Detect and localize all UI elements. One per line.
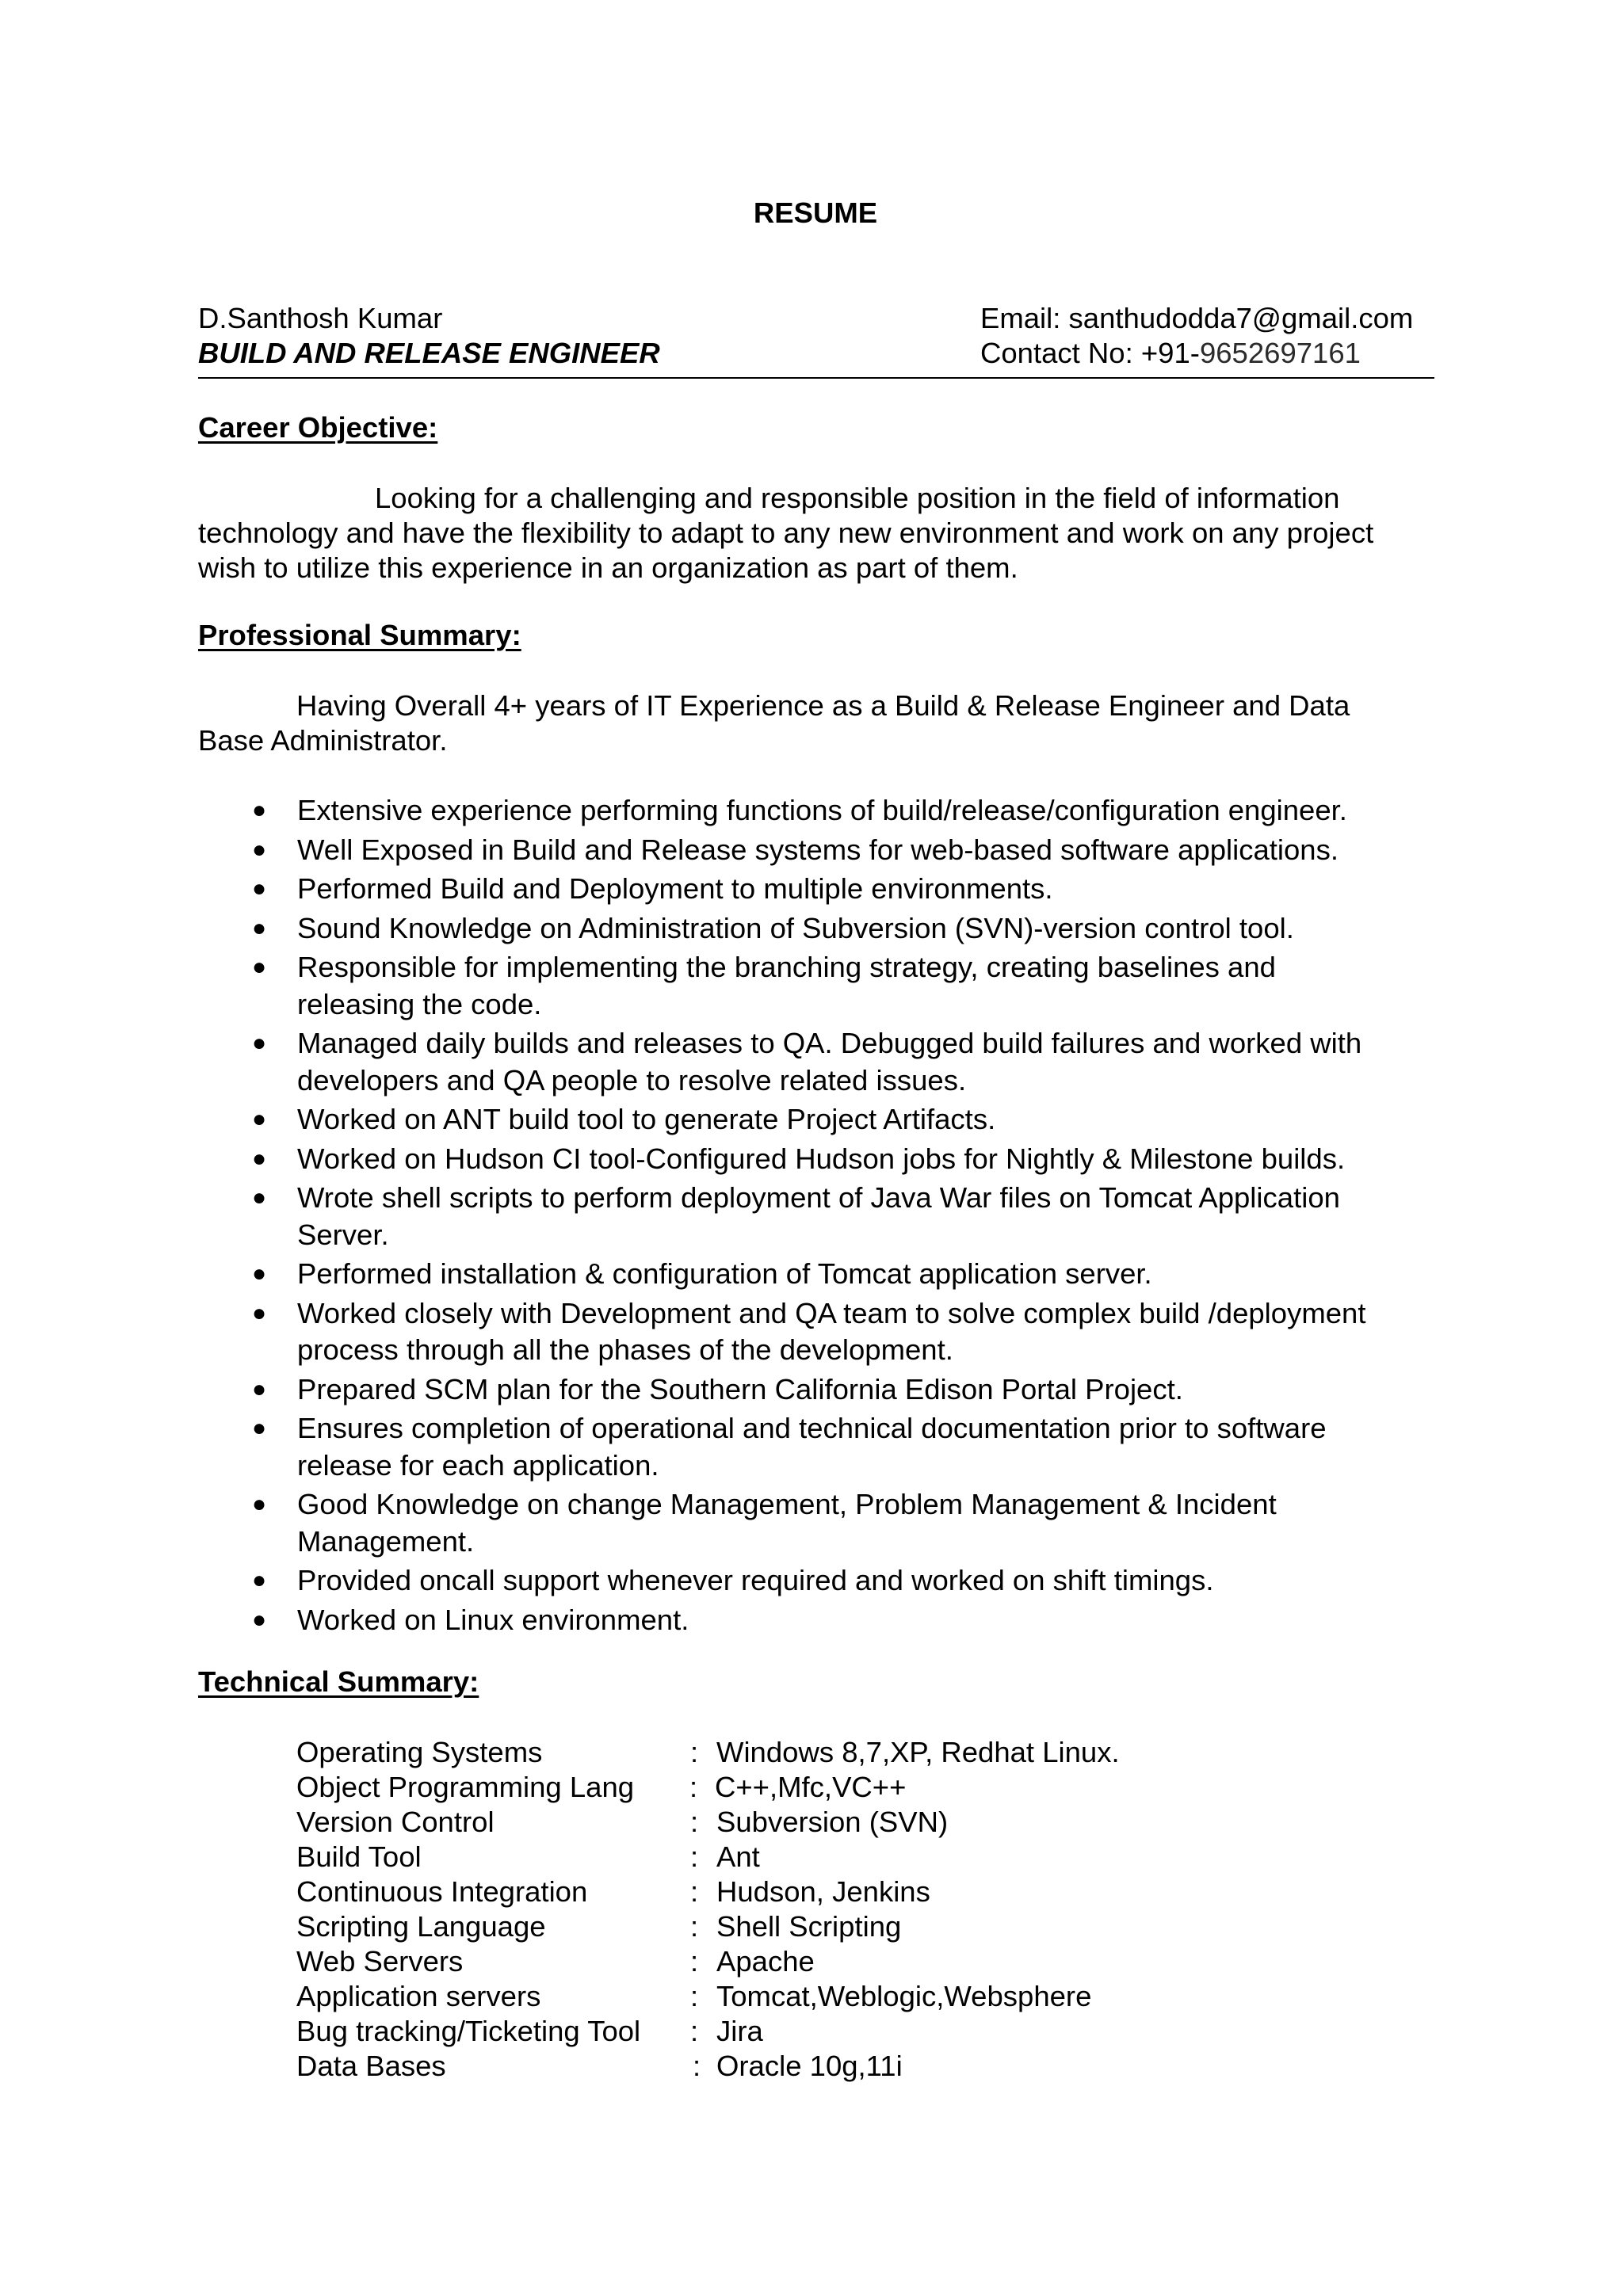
contact-header [198,301,1434,379]
list-item: ● Worked closely with Development and QA team to solve complex build /deployment process through all the phases of the development. [252,1296,1366,1366]
skill-value: Subversion (SVN) [716,1806,949,1838]
career-objective-line: Looking for a challenging and responsible position in the field of information [375,482,1340,514]
list-item: ● Worked on Linux environment. [198,1602,1466,1639]
document-title: RESUME [753,196,878,229]
career-objective-heading: Career Objective: [198,411,438,444]
skill-value: Jira [716,2015,763,2047]
separator: : [690,1736,699,1768]
separator: : [690,1980,699,2012]
list-item: ● Prepared SCM plan for the Southern California Edison Portal Project. [198,1371,1466,1409]
email-line: Email: santhudodda7@gmail.com [980,302,1414,334]
list-item: ● Ensures completion of operational and technical documentation prior to software release for each application. [252,1412,1327,1482]
bullet-icon: ● [252,1261,267,1287]
skill-category: Scripting Language [296,1910,546,1943]
bullet-icon: ● [252,1375,267,1402]
bullet-icon: ● [252,954,267,980]
skill-value: Ant [716,1840,760,1873]
bullet-icon: ● [252,1415,267,1441]
professional-summary-line: Base Administrator. [198,724,448,757]
list-item: ● Extensive experience performing functions of build/release/configuration engineer. [198,792,1466,830]
career-objective-line: wish to utilize this experience in an organization as part of them. [198,551,1018,584]
contact-line [980,336,1361,371]
list-item: ● Performed Build and Deployment to multiple environments. [198,871,1466,908]
bullet-icon: ● [252,914,267,941]
contact-number: 9652697161 [1199,337,1361,369]
separator: : [689,1771,698,1803]
list-item: ● Good Knowledge on change Management, Problem Management & Incident Management. [252,1488,1277,1558]
bullet-icon: ● [252,1030,267,1056]
skill-category: Data Bases [296,2050,446,2082]
bullet-icon: ● [252,875,267,902]
skill-value: Windows 8,7,XP, Redhat Linux. [716,1736,1120,1768]
separator: : [690,2015,699,2047]
professional-summary-intro [198,688,1450,758]
list-item: ● Performed installation & configuration of Tomcat application server. [198,1256,1466,1293]
bullet-icon: ● [252,1106,267,1132]
skill-category: Build Tool [296,1840,422,1873]
candidate-name: D.Santhosh Kumar [198,302,443,334]
job-title: BUILD AND RELEASE ENGINEER [198,337,660,369]
list-item: ● Well Exposed in Build and Release systems for web-based software applications. [198,832,1466,869]
list-item: ● Responsible for implementing the branching strategy, creating baselines and releasing the code. [252,951,1276,1020]
bullet-icon: ● [252,1299,267,1326]
list-item: ● Worked on Hudson CI tool-Configured Hudson jobs for Nightly & Milestone builds. [198,1141,1466,1178]
bullet-icon: ● [252,1606,267,1633]
separator: : [690,1910,699,1943]
separator: : [690,1945,699,1978]
bullet-icon: ● [252,1184,267,1211]
skill-value: Tomcat,Weblogic,Websphere [716,1980,1092,2012]
skill-value: Apache [716,1945,815,1978]
bullet-icon: ● [252,1145,267,1172]
separator: : [690,1875,699,1908]
professional-summary-line: Having Overall 4+ years of IT Experience as a Build & Release Engineer and Data [296,689,1350,722]
list-item: ● Worked on ANT build tool to generate Project Artifacts. [198,1101,1466,1138]
experience-bullet-list [198,792,1466,1641]
skill-category: Object Programming Lang [296,1771,635,1803]
skill-value: Shell Scripting [716,1910,902,1943]
separator: : [693,2050,701,2082]
bullet-icon: ● [252,1491,267,1517]
separator: : [690,1840,699,1873]
bullet-icon: ● [252,836,267,863]
professional-summary-heading: Professional Summary: [198,619,521,651]
separator: : [690,1806,699,1838]
list-item: ● Provided oncall support whenever required and worked on shift timings. [198,1562,1466,1600]
bullet-icon: ● [252,1567,267,1593]
career-objective-text [198,481,1450,585]
skill-category: Web Servers [296,1945,464,1978]
skill-category: Application servers [296,1980,541,2012]
bullet-icon: ● [252,797,267,823]
skill-category: Operating Systems [296,1736,543,1768]
skill-value: C++,Mfc,VC++ [715,1771,907,1803]
list-item: ● Managed daily builds and releases to QA. Debugged build failures and worked with developers and QA people to resolve related issues. [252,1027,1362,1097]
contact-prefix: Contact No: +91- [980,337,1200,369]
skill-category: Version Control [296,1806,495,1838]
skill-category: Bug tracking/Ticketing Tool [296,2015,641,2047]
skill-value: Oracle 10g,11i [716,2050,903,2082]
career-objective-line: technology and have the flexibility to adapt to any new environment and work on any project [198,517,1374,549]
skill-value: Hudson, Jenkins [716,1875,930,1908]
technical-summary-heading: Technical Summary: [198,1665,479,1698]
list-item: ● Sound Knowledge on Administration of Subversion (SVN)-version control tool. [198,910,1466,948]
skill-category: Continuous Integration [296,1875,588,1908]
list-item: ● Wrote shell scripts to perform deployment of Java War files on Tomcat Application Server. [252,1181,1340,1251]
